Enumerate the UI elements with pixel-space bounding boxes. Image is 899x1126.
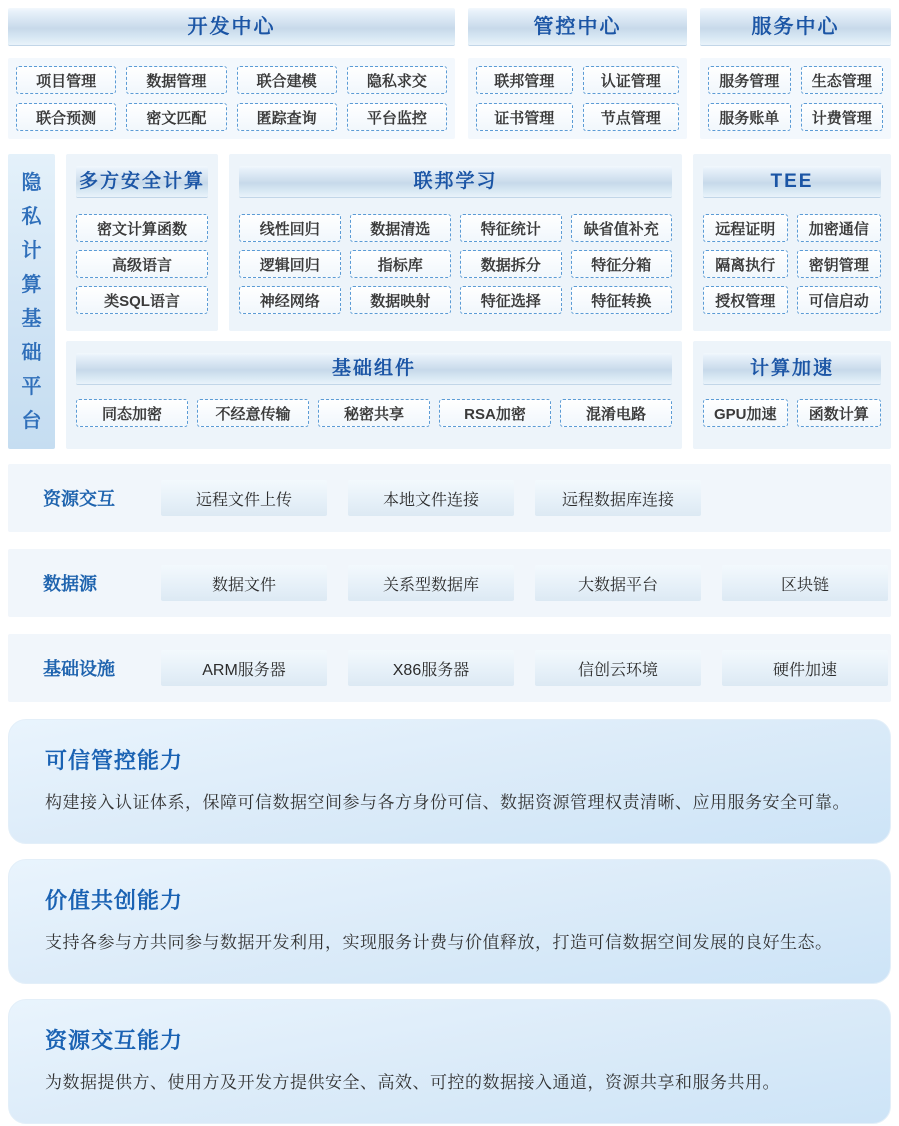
- module-chip: 联合建模: [237, 66, 337, 94]
- service-center-section: [700, 8, 891, 139]
- module-chip: 特征分箱: [571, 250, 673, 278]
- value-cocreation-capability-card: [8, 859, 891, 984]
- control-center-section: [468, 8, 687, 139]
- module-chip: 数据映射: [350, 286, 452, 314]
- layer-chip: 关系型数据库: [348, 565, 514, 601]
- module-chip: RSA加密: [439, 399, 551, 427]
- layer-label: 数据源: [43, 574, 97, 594]
- module-chip: 服务账单: [708, 103, 791, 131]
- module-chip: 特征选择: [460, 286, 562, 314]
- layer-chip: 信创云环境: [535, 650, 701, 686]
- federated-learning-items: [239, 214, 672, 314]
- compute-accel-header: 计算加速: [703, 353, 881, 385]
- module-chip: 证书管理: [476, 103, 573, 131]
- module-chip: 匿踪查询: [237, 103, 337, 131]
- control-center-items: [468, 58, 687, 139]
- module-chip: 数据清选: [350, 214, 452, 242]
- layer-items: [161, 650, 888, 686]
- module-chip: 密文匹配: [126, 103, 226, 131]
- module-chip: 隔离执行: [703, 250, 788, 278]
- centers-row: [8, 8, 891, 139]
- platform-main: [66, 154, 891, 449]
- module-chip: 神经网络: [239, 286, 341, 314]
- module-chip: 平台监控: [347, 103, 447, 131]
- module-chip: 认证管理: [583, 66, 680, 94]
- layer-label: 资源交互: [43, 489, 115, 509]
- module-chip: 逻辑回归: [239, 250, 341, 278]
- module-chip: GPU加速: [703, 399, 788, 427]
- module-chip: 不经意传输: [197, 399, 309, 427]
- card-description: 为数据提供方、使用方及开发方提供安全、高效、可控的数据接入通道，资源共享和服务共用。: [45, 1073, 780, 1092]
- module-chip: 同态加密: [76, 399, 188, 427]
- layer-chip: 本地文件连接: [348, 480, 514, 516]
- module-chip: 数据管理: [126, 66, 226, 94]
- module-chip: 密钥管理: [797, 250, 882, 278]
- module-chip: 节点管理: [583, 103, 680, 131]
- module-chip: 服务管理: [708, 66, 791, 94]
- base-components-header: 基础组件: [76, 353, 672, 385]
- module-chip: 特征转换: [571, 286, 673, 314]
- platform-row-1: [66, 154, 891, 331]
- module-chip: 函数计算: [797, 399, 882, 427]
- layer-label: 基础设施: [43, 659, 115, 679]
- resource-exchange-capability-card: [8, 999, 891, 1124]
- module-chip: 高级语言: [76, 250, 208, 278]
- tee-header: TEE: [703, 166, 881, 198]
- card-title: 资源交互能力: [45, 1028, 184, 1053]
- module-chip: 缺省值补充: [571, 214, 673, 242]
- card-description: 支持各参与方共同参与数据开发利用，实现服务计费与价值释放，打造可信数据空间发展的良好生态。: [45, 933, 833, 952]
- dev-center-items: [8, 58, 455, 139]
- platform-section: [8, 154, 891, 449]
- module-chip: 线性回归: [239, 214, 341, 242]
- module-chip: 特征统计: [460, 214, 562, 242]
- module-chip: 隐私求交: [347, 66, 447, 94]
- mpc-items: [76, 214, 208, 314]
- card-description: 构建接入认证体系，保障可信数据空间参与各方身份可信、数据资源管理权责清晰、应用服务安全可靠。: [45, 793, 850, 812]
- module-chip: 联邦管理: [476, 66, 573, 94]
- module-chip: 加密通信: [797, 214, 882, 242]
- federated-learning-panel: [229, 154, 682, 331]
- dev-center-section: [8, 8, 455, 139]
- platform-side-label: 隐私计算基础平台: [21, 171, 42, 432]
- compute-accel-items: [703, 399, 881, 427]
- layer-chip: ARM服务器: [161, 650, 327, 686]
- dev-center-header: 开发中心: [8, 8, 455, 46]
- module-chip: 授权管理: [703, 286, 788, 314]
- service-center-header: 服务中心: [700, 8, 891, 46]
- layer-items: [161, 480, 701, 516]
- layer-chip: 硬件加速: [722, 650, 888, 686]
- platform-row-2: [66, 341, 891, 449]
- module-chip: 联合预测: [16, 103, 116, 131]
- federated-learning-header: 联邦学习: [239, 166, 672, 198]
- module-chip: 项目管理: [16, 66, 116, 94]
- layer-chip: 远程文件上传: [161, 480, 327, 516]
- base-components-panel: [66, 341, 682, 449]
- mpc-panel: [66, 154, 218, 331]
- compute-accel-panel: [693, 341, 891, 449]
- trusted-control-capability-card: [8, 719, 891, 844]
- card-title: 可信管控能力: [45, 748, 184, 773]
- platform-side-bar: [8, 154, 55, 449]
- mpc-header: 多方安全计算: [76, 166, 208, 198]
- tee-panel: [693, 154, 891, 331]
- module-chip: 数据拆分: [460, 250, 562, 278]
- module-chip: 计费管理: [801, 103, 884, 131]
- module-chip: 远程证明: [703, 214, 788, 242]
- layer-chip: 数据文件: [161, 565, 327, 601]
- module-chip: 密文计算函数: [76, 214, 208, 242]
- data-source-layer: [8, 549, 891, 617]
- control-center-header: 管控中心: [468, 8, 687, 46]
- module-chip: 类SQL语言: [76, 286, 208, 314]
- module-chip: 生态管理: [801, 66, 884, 94]
- module-chip: 秘密共享: [318, 399, 430, 427]
- layer-items: [161, 565, 888, 601]
- layer-chip: 大数据平台: [535, 565, 701, 601]
- resource-exchange-layer: [8, 464, 891, 532]
- module-chip: 指标库: [350, 250, 452, 278]
- service-center-items: [700, 58, 891, 139]
- module-chip: 可信启动: [797, 286, 882, 314]
- infrastructure-layer: [8, 634, 891, 702]
- layer-chip: 远程数据库连接: [535, 480, 701, 516]
- layer-chip: 区块链: [722, 565, 888, 601]
- tee-items: [703, 214, 881, 314]
- module-chip: 混淆电路: [560, 399, 672, 427]
- card-title: 价值共创能力: [45, 888, 184, 913]
- layer-chip: X86服务器: [348, 650, 514, 686]
- base-components-items: [76, 399, 672, 427]
